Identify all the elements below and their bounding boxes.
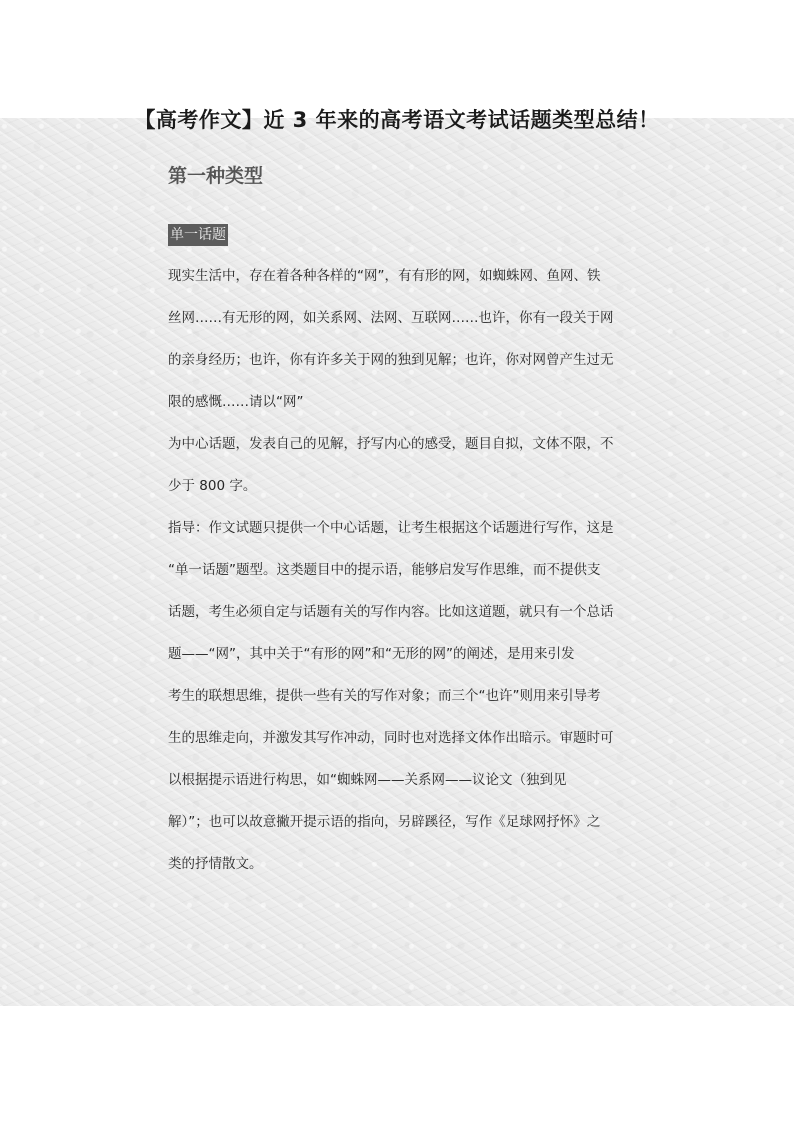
- body-line: 限的感慨……请以“网”: [168, 394, 304, 410]
- document-title: 【高考作文】近 3 年来的高考语文考试话题类型总结！: [134, 108, 660, 132]
- body-line: 为中心话题，发表自己的见解，抒写内心的感受，题目自拟，文体不限，不: [168, 436, 614, 452]
- body-line: 丝网……有无形的网，如关系网、法网、互联网……也许，你有一段关于网: [168, 310, 614, 326]
- topic-tag: 单一话题: [168, 224, 228, 246]
- body-line: 生的思维走向，并激发其写作冲动，同时也对选择文体作出暗示。审题时可: [168, 730, 614, 746]
- body-line: 现实生活中，存在着各种各样的“网”，有有形的网，如蜘蛛网、鱼网、铁: [168, 268, 601, 284]
- body-line: 考生的联想思维，提供一些有关的写作对象；而三个“也许”则用来引导考: [168, 688, 601, 704]
- body-line: 类的抒情散文。: [168, 856, 263, 872]
- body-line: 以根据提示语进行构思，如“蜘蛛网——关系网——议论文（独到见: [168, 772, 567, 788]
- body-line: 解）”；也可以故意撇开提示语的指向，另辟蹊径，写作《足球网抒怀》之: [168, 814, 601, 830]
- body-line: “单一话题”题型。这类题目中的提示语，能够启发写作思维，而不提供支: [168, 562, 601, 578]
- section-heading: 第一种类型: [168, 165, 264, 187]
- body-line: 指导：作文试题只提供一个中心话题，让考生根据这个话题进行写作，这是: [168, 520, 614, 536]
- body-line: 的亲身经历；也许，你有许多关于网的独到见解；也许，你对网曾产生过无: [168, 352, 614, 368]
- body-line: 题——“网”，其中关于“有形的网”和“无形的网”的阐述，是用来引发: [168, 646, 575, 662]
- body-line: 话题，考生必须自定与话题有关的写作内容。比如这道题，就只有一个总话: [168, 604, 614, 620]
- body-line: 少于 800 字。: [168, 478, 257, 494]
